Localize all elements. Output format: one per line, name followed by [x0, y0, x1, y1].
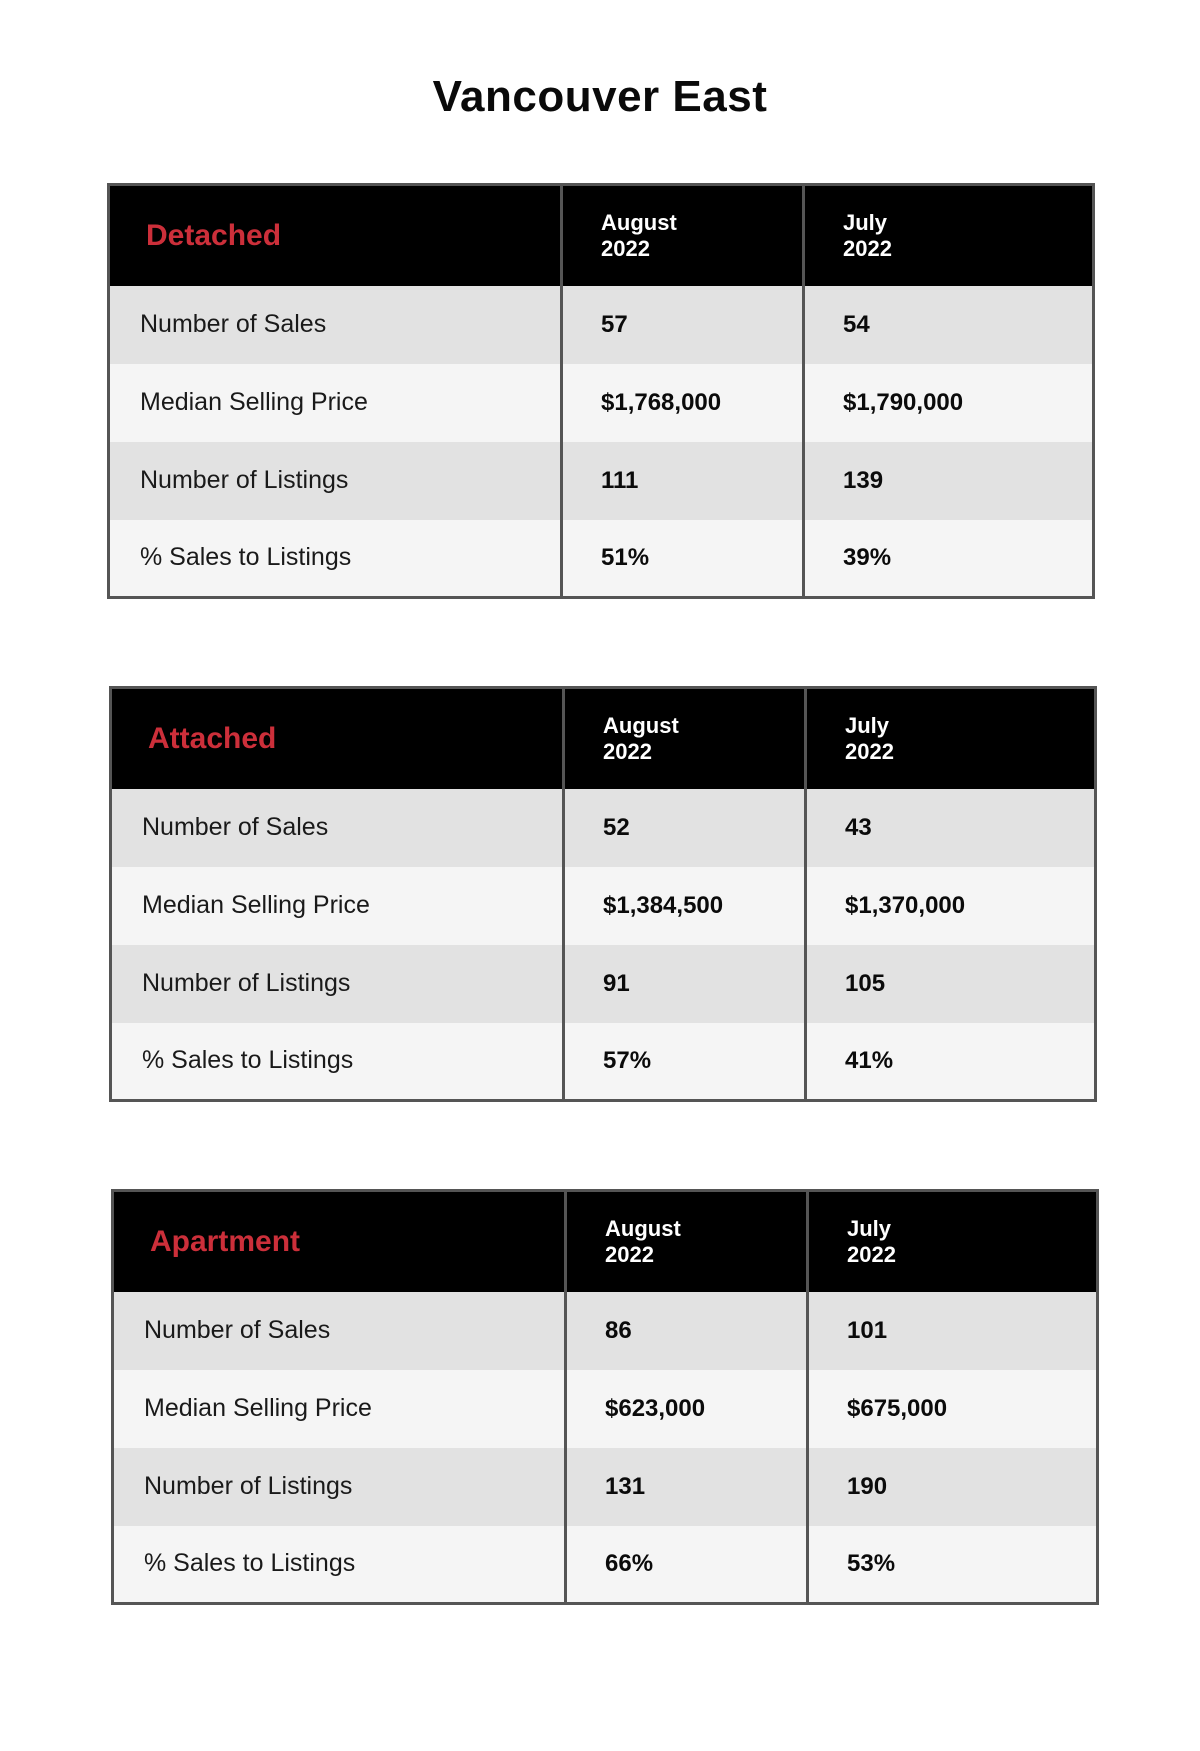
august-value: 57% — [564, 1023, 806, 1101]
july-value: 190 — [808, 1448, 1098, 1526]
period-header-august — [566, 1191, 808, 1292]
period-month: July — [847, 1215, 892, 1241]
table-row — [113, 1292, 1098, 1370]
table-row — [111, 867, 1096, 945]
august-value: 51% — [562, 520, 804, 598]
july-value: 39% — [804, 520, 1094, 598]
period-year: 2022 — [843, 235, 892, 261]
august-value: 66% — [566, 1526, 808, 1604]
august-value: $623,000 — [566, 1370, 808, 1448]
metric-label: % Sales to Listings — [109, 520, 562, 598]
period-year: 2022 — [847, 1241, 896, 1267]
category-label: Attached — [111, 688, 564, 789]
august-value: $1,768,000 — [562, 364, 804, 442]
july-value: 101 — [808, 1292, 1098, 1370]
july-value: 53% — [808, 1526, 1098, 1604]
period-month: July — [843, 209, 888, 235]
period-header-july — [804, 185, 1094, 286]
july-value: $1,790,000 — [804, 364, 1094, 442]
metric-label: Number of Sales — [113, 1292, 566, 1370]
metric-label: Number of Listings — [111, 945, 564, 1023]
period-month: August — [603, 712, 679, 738]
attached-stats-table — [109, 686, 1097, 1102]
table-row — [109, 286, 1094, 364]
july-value: 41% — [806, 1023, 1096, 1101]
july-value: 105 — [806, 945, 1096, 1023]
period-month: July — [845, 712, 890, 738]
period-month: August — [605, 1215, 681, 1241]
table-row — [109, 520, 1094, 598]
period-year: 2022 — [601, 235, 650, 261]
metric-label: Number of Listings — [109, 442, 562, 520]
july-value: $1,370,000 — [806, 867, 1096, 945]
metric-label: Number of Listings — [113, 1448, 566, 1526]
period-header-july — [808, 1191, 1098, 1292]
period-header-july — [806, 688, 1096, 789]
page-title: Vancouver East — [432, 72, 768, 121]
july-value: 43 — [806, 789, 1096, 867]
august-value: 52 — [564, 789, 806, 867]
august-value: 57 — [562, 286, 804, 364]
table-row — [111, 1023, 1096, 1101]
table-row — [113, 1370, 1098, 1448]
metric-label: Number of Sales — [109, 286, 562, 364]
table-header-row — [109, 185, 1094, 286]
period-year: 2022 — [603, 738, 652, 764]
table-row — [113, 1448, 1098, 1526]
apartment-stats-table — [111, 1189, 1099, 1605]
august-value: 86 — [566, 1292, 808, 1370]
table-header-row — [113, 1191, 1098, 1292]
july-value: $675,000 — [808, 1370, 1098, 1448]
table-row — [111, 945, 1096, 1023]
metric-label: Median Selling Price — [113, 1370, 566, 1448]
table-row — [113, 1526, 1098, 1604]
period-header-august — [564, 688, 806, 789]
august-value: 111 — [562, 442, 804, 520]
category-label: Detached — [109, 185, 562, 286]
august-value: 131 — [566, 1448, 808, 1526]
august-value: $1,384,500 — [564, 867, 806, 945]
metric-label: Median Selling Price — [109, 364, 562, 442]
detached-stats-table — [107, 183, 1095, 599]
table-row — [111, 789, 1096, 867]
period-month: August — [601, 209, 677, 235]
july-value: 139 — [804, 442, 1094, 520]
july-value: 54 — [804, 286, 1094, 364]
metric-label: % Sales to Listings — [113, 1526, 566, 1604]
category-label: Apartment — [113, 1191, 566, 1292]
metric-label: Median Selling Price — [111, 867, 564, 945]
august-value: 91 — [564, 945, 806, 1023]
metric-label: % Sales to Listings — [111, 1023, 564, 1101]
table-row — [109, 442, 1094, 520]
period-header-august — [562, 185, 804, 286]
period-year: 2022 — [845, 738, 894, 764]
period-year: 2022 — [605, 1241, 654, 1267]
metric-label: Number of Sales — [111, 789, 564, 867]
table-header-row — [111, 688, 1096, 789]
table-row — [109, 364, 1094, 442]
